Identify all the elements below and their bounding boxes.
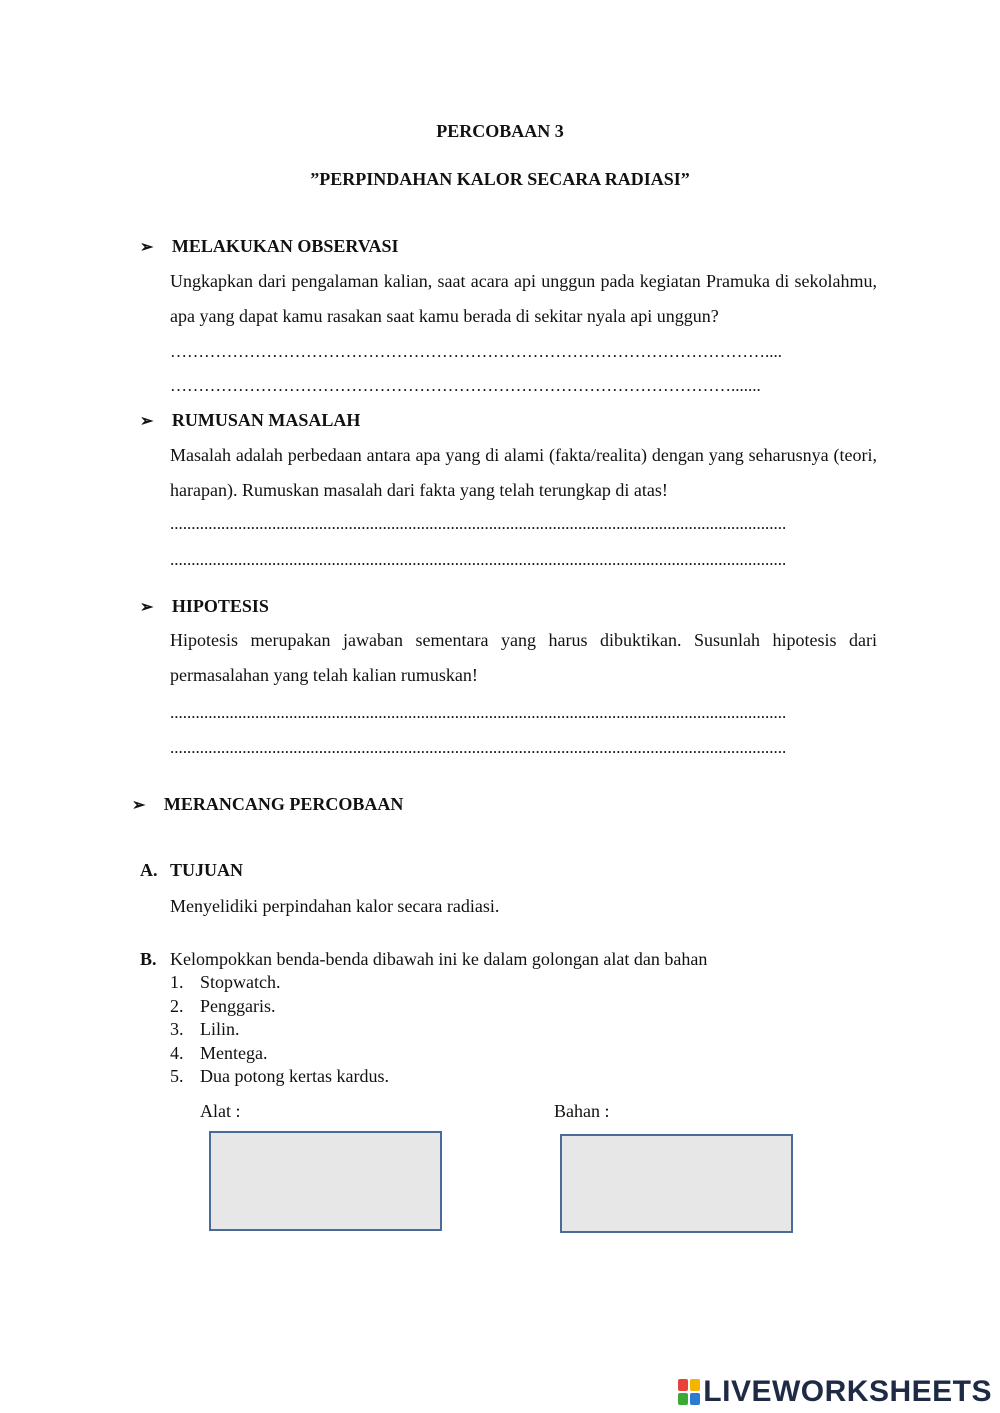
arrow-bullet-icon: ➢	[132, 797, 146, 814]
section-observasi-title: MELAKUKAN OBSERVASI	[171, 236, 399, 256]
list-item-label[interactable]: Mentega.	[200, 1042, 268, 1063]
list-item-number: 5.	[170, 1066, 184, 1086]
section-rumusan-title: RUMUSAN MASALAH	[171, 410, 361, 430]
arrow-bullet-icon: ➢	[140, 413, 154, 430]
section-rancang-title: MERANCANG PERCOBAAN	[163, 794, 404, 814]
section-hipotesis-text: Hipotesis merupakan jawaban sementara yang harus dibuktikan. Susunlah hipotesis dari permasalahan yang telah kalian rumuskan!	[170, 630, 877, 685]
answer-line[interactable]: .................................................................................................................................................	[170, 550, 787, 569]
list-item	[170, 1018, 389, 1042]
list-item	[170, 1042, 389, 1066]
kelompok-heading	[140, 949, 707, 970]
list-item-number: 2.	[170, 995, 184, 1016]
page-subtitle: ”PERPINDAHAN KALOR SECARA RADIASI”	[310, 169, 690, 189]
section-hipotesis-title: HIPOTESIS	[171, 596, 269, 616]
arrow-bullet-icon: ➢	[140, 599, 154, 616]
tujuan-text: Menyelidiki perpindahan kalor secara radiasi.	[170, 896, 500, 916]
list-item-label[interactable]: Lilin.	[200, 1019, 240, 1039]
answer-line[interactable]: .................................................................................................................................................	[170, 514, 787, 533]
alat-drop-box[interactable]	[209, 1131, 442, 1231]
list-item-label[interactable]: Stopwatch.	[200, 972, 281, 992]
section-rumusan-heading	[140, 410, 360, 431]
kelompok-text: Kelompokkan benda-benda dibawah ini ke dalam golongan alat dan bahan	[170, 949, 708, 969]
list-item-number: 4.	[170, 1042, 184, 1063]
list-item-label[interactable]: Dua potong kertas kardus.	[200, 1066, 389, 1086]
page-title: PERCOBAAN 3	[436, 121, 564, 141]
liveworksheets-logo-text: LIVEWORKSHEETS	[703, 1375, 992, 1408]
liveworksheets-logo	[678, 1377, 992, 1407]
tujuan-title: TUJUAN	[170, 860, 244, 880]
list-item-number: 1.	[170, 972, 184, 992]
section-observasi-text: Ungkapkan dari pengalaman kalian, saat acara api unggun pada kegiatan Pramuka di sekolahmu, apa yang dapat kamu rasakan saat kamu berada di sekitar nyala api unggun?	[170, 271, 877, 326]
bahan-drop-box[interactable]	[560, 1134, 793, 1233]
list-item-label[interactable]: Penggaris.	[200, 995, 276, 1016]
list-item-number: 3.	[170, 1019, 184, 1039]
list-item	[170, 1065, 389, 1089]
kelompok-letter: B.	[140, 949, 157, 969]
bahan-label: Bahan :	[554, 1101, 610, 1121]
answer-line[interactable]: ……………………………………………………………………………………….......	[170, 376, 761, 395]
tujuan-heading	[140, 860, 243, 881]
answer-line[interactable]: .................................................................................................................................................	[170, 703, 787, 722]
section-rumusan-text: Masalah adalah perbedaan antara apa yang di alami (fakta/realita) dengan yang seharusnya (teori, harapan). Rumuskan masalah dari fakta yang telah terungkap di atas!	[170, 445, 877, 500]
list-item	[170, 995, 389, 1019]
liveworksheets-logo-icon	[678, 1379, 700, 1405]
answer-line[interactable]: .................................................................................................................................................	[170, 738, 787, 757]
section-rancang-heading	[132, 794, 403, 815]
alat-label: Alat :	[200, 1101, 241, 1121]
item-list	[170, 971, 389, 1089]
tujuan-letter: A.	[140, 860, 158, 880]
answer-line[interactable]: ……………………………………………………………………………………………....	[170, 342, 782, 361]
section-observasi-heading	[140, 236, 399, 257]
list-item	[170, 971, 389, 995]
section-hipotesis-heading	[140, 596, 269, 617]
arrow-bullet-icon: ➢	[140, 239, 154, 256]
